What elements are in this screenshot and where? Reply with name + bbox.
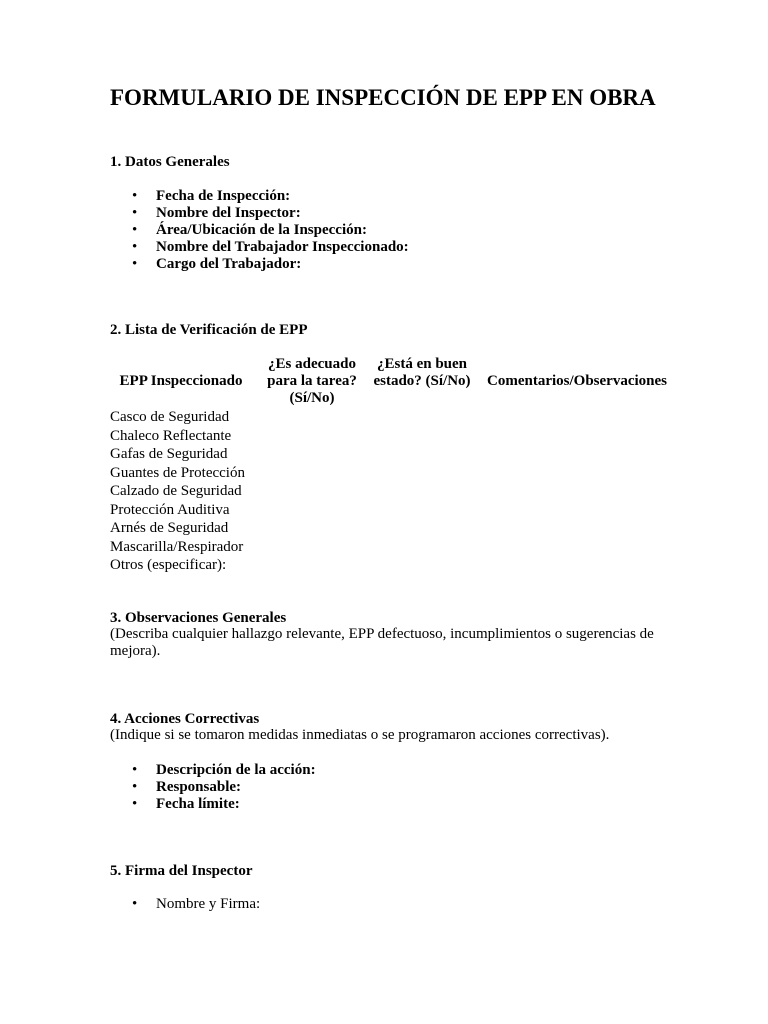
table-row: Casco de Seguridad	[110, 409, 230, 425]
list-item: • Nombre y Firma:	[132, 896, 261, 912]
column-header-adecuado: ¿Es adecuado para la tarea? (Sí/No)	[267, 356, 357, 406]
section-1-heading: 1. Datos Generales	[110, 154, 230, 170]
section-1-list	[110, 188, 409, 273]
table-row: Arnés de Seguridad	[110, 520, 229, 536]
list-item: • Fecha de Inspección:	[132, 188, 291, 204]
list-item: • Responsable:	[132, 779, 242, 795]
bullet-icon: •	[132, 222, 138, 238]
table-row: Otros (especificar):	[110, 557, 227, 573]
section-5-list	[110, 896, 260, 913]
table-row: Protección Auditiva	[110, 501, 230, 518]
list-item: • Nombre del Trabajador Inspeccionado:	[132, 239, 409, 255]
column-header-estado: ¿Está en buen estado? (Sí/No)	[373, 356, 471, 389]
list-item: • Nombre del Inspector:	[132, 205, 301, 221]
list-item: • Descripción de la acción:	[132, 762, 316, 778]
table-row: Gafas de Seguridad	[110, 446, 228, 462]
table-row: Calzado de Seguridad	[110, 483, 242, 499]
list-item: • Área/Ubicación de la Inspección:	[132, 222, 367, 238]
bullet-icon: •	[132, 239, 138, 255]
section-4-description: (Indique si se tomaron medidas inmediatas o se programaron acciones correctivas).	[110, 727, 610, 743]
bullet-icon: •	[132, 779, 138, 795]
section-3-heading: 3. Observaciones Generales	[110, 610, 287, 626]
bullet-icon: •	[132, 762, 138, 778]
section-3-description: (Describa cualquier hallazgo relevante, EPP defectuoso, incumplimientos o sugerencias de mejora).	[110, 626, 654, 659]
section-5-heading: 5. Firma del Inspector	[110, 863, 253, 879]
section-4-list	[110, 762, 316, 813]
bullet-icon: •	[132, 205, 138, 221]
table-row: Chaleco Reflectante	[110, 427, 232, 444]
section-2-heading: 2. Lista de Verificación de EPP	[110, 322, 308, 338]
bullet-icon: •	[132, 256, 138, 272]
bullet-icon: •	[132, 896, 138, 912]
table-rows	[110, 408, 245, 575]
list-item: • Fecha límite:	[132, 796, 240, 812]
column-header-epp: EPP Inspeccionado	[119, 373, 243, 389]
document-title: FORMULARIO DE INSPECCIÓN DE EPP EN OBRA	[110, 85, 656, 110]
column-header-comentarios: Comentarios/Observaciones	[487, 373, 667, 389]
list-item: • Cargo del Trabajador:	[132, 256, 302, 272]
section-4-heading: 4. Acciones Correctivas	[110, 711, 260, 727]
bullet-icon: •	[132, 796, 138, 812]
table-row: Mascarilla/Respirador	[110, 538, 244, 555]
table-row: Guantes de Protección	[110, 464, 245, 481]
bullet-icon: •	[132, 188, 138, 204]
